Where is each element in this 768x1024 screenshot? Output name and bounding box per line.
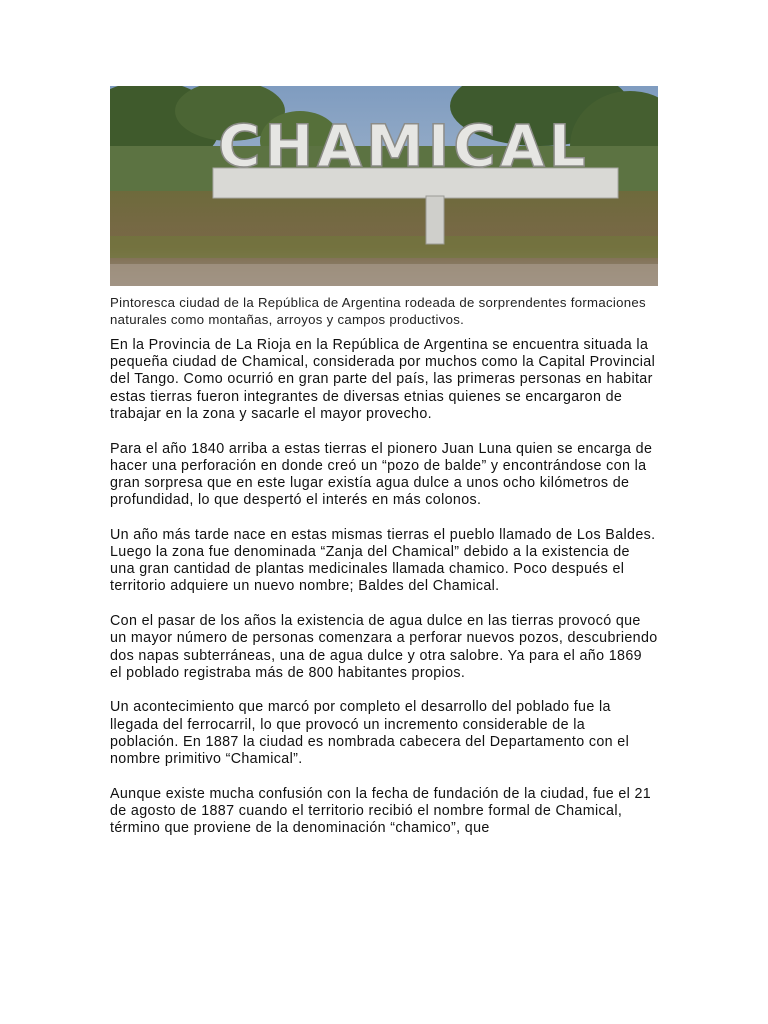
paragraph: Un acontecimiento que marcó por completo el desarrollo del poblado fue la llegada del ferrocarril, lo que provocó un incremento considerable de la población. En 1887 la ciudad es nombrada cabecera del Departamento con el nombre primitivo “Chamical”. — [110, 699, 630, 768]
photo-illustration — [110, 86, 658, 286]
photo-caption: Pintoresca ciudad de la República de Argentina rodeada de sorprendentes formaciones naturales como montañas, arroyos y campos productivos. — [110, 295, 646, 327]
paragraph: Para el año 1840 arriba a estas tierras el pionero Juan Luna quien se encarga de hacer una perforación en donde creó un “pozo de balde” y encontrándose con la gran sorpresa que en este lugar existía agua dulce a unos ocho kilómetros de profundidad, lo que despertó el interés en más colonos. — [110, 440, 653, 509]
paragraph: Con el pasar de los años la existencia de agua dulce en las tierras provocó que un mayor número de personas comenzara a perforar nuevos pozos, descubriendo dos napas subterráneas, una de agua dulce y otra salobre. Ya para el año 1869 el poblado registraba más de 800 habitantes propios. — [110, 613, 658, 681]
paragraph: En la Provincia de La Rioja en la República de Argentina se encuentra situada la pequeña ciudad de Chamical, considerada por muchos como la Capital Provincial del Tango. Como ocurrió en gran parte del país, las primeras personas en habitar estas tierras fueron integrantes de diversas etnias quienes se encargaron de trabajar en la zona y sacarle el mayor provecho. — [110, 337, 656, 422]
chamical-sign-photo — [110, 86, 658, 286]
paragraph: Aunque existe mucha confusión con la fecha de fundación de la ciudad, fue el 21 de agosto de 1887 cuando el territorio recibió el nombre formal de Chamical, término que proviene de la denominación “chamico”, que — [110, 785, 652, 837]
paragraph: Un año más tarde nace en estas mismas tierras el pueblo llamado de Los Baldes. Luego la zona fue denominada “Zanja del Chamical” debido a la existencia de una gran cantidad de plantas medicinales llamada chamico. Poco después el territorio adquiere un nuevo nombre; Baldes del Chamical. — [110, 526, 656, 595]
sign-lettering: CHAMICAL — [218, 112, 590, 180]
article-body — [110, 337, 658, 855]
